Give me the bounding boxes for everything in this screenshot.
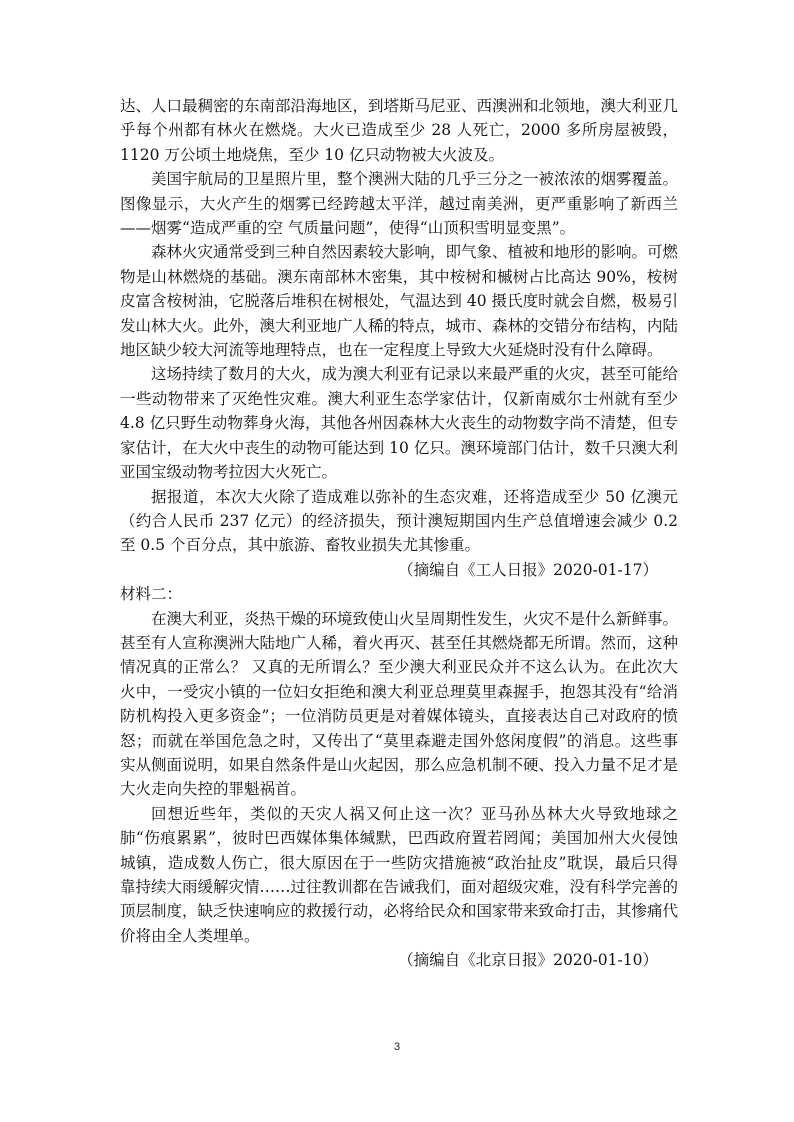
- material1-source: （摘编自《工人日报》2020-01-17）: [398, 560, 658, 579]
- material1-paragraph-causes: 森林火灾通常受到三种自然因素较大影响，即气象、植被和地形的影响。可燃物是山林燃烧的基础。澳东南部林木密集，其中桉树和槭树占比高达 90%，桉树皮富含桉树油，它脱落后堆积在树根处，气温达到 40 摄氏度时就会自燃，极易引发山林大火。此外，澳大利亚地广人稀的特点，城市、森林的交错分布结构，内陆地区缺少较大河流等地理特点，也在一定程度上导致大火延烧时没有什么障碍。: [120, 243, 679, 360]
- material1-paragraph-continued: 达、人口最稠密的东南部沿海地区，到塔斯马尼亚、西澳洲和北领地，澳大利亚几乎每个州都有林火在燃烧。大火已造成至少 28 人死亡，2000 多所房屋被毁，1120 万公顷土地烧焦，至少 10 亿只动物被大火波及。: [120, 97, 679, 164]
- material1-paragraph-animals: 这场持续了数月的大火，成为澳大利亚有记录以来最严重的火灾，甚至可能给一些动物带来了灭绝性灾难。澳大利亚生态学家估计，仅新南威尔士州就有至少 4.8 亿只野生动物葬身火海，其他各州因森林大火丧生的动物数字尚不清楚，但专家估计，在大火中丧生的动物可能达到 10 亿只。澳环境部门估计，数千只澳大利亚国宝级动物考拉因大火死亡。: [120, 365, 679, 482]
- article-body: [120, 94, 678, 973]
- material2-paragraph-1: 在澳大利亚，炎热干燥的环境致使山火呈周期性发生，火灾不是什么新鲜事。甚至有人宣称澳洲大陆地广人稀，着火再灭、甚至任其燃烧都无所谓。然而，这种情况真的正常么？ 又真的无所谓么？至少澳大利亚民众并不这么认为。在此次大火中，一受灾小镇的一位妇女拒绝和澳大利亚总理莫里森握手，抱怨其没有“给消防机构投入更多资金”；一位消防员更是对着媒体镜头，直接表达自己对政府的愤怒；而就在举国危急之时，又传出了“莫里森避走国外悠闲度假”的消息。这些事实从侧面说明，如果自然条件是山火起因，那么应急机制不硬、投入力量不足才是大火走向失控的罪魁祸首。: [120, 609, 679, 799]
- material1-paragraph-satellite: 美国宇航局的卫星照片里，整个澳洲大陆的几乎三分之一被浓浓的烟雾覆盖。图像显示，大火产生的烟雾已经跨越太平洋，越过南美洲，更严重影响了新西兰——烟雾“造成严重的空 气质量问题”，使得“山顶积雪明显变黑”。: [120, 170, 679, 238]
- page-number: 3: [393, 1041, 401, 1053]
- material2-paragraph-2: 回想近些年，类似的天灾人祸又何止这一次？亚马孙丛林大火导致地球之肺“伤痕累累”，彼时巴西媒体集体缄默，巴西政府置若罔闻；美国加州大火侵蚀城镇，造成数人伤亡，很大原因在于一些防灾措施被“政治扯皮”耽误，最后只得靠持续大雨缓解灾情……过往教训都在告诫我们，面对超级灾难，没有科学完善的顶层制度，缺乏快速响应的救援行动，必将给民众和国家带来致命打击，其惨痛代价将由全人类埋单。: [120, 804, 679, 945]
- material2-heading: 材料二：: [120, 585, 183, 604]
- material2-source: （摘编自《北京日报》2020-01-10）: [398, 951, 658, 970]
- material1-paragraph-economy: 据报道，本次大火除了造成难以弥补的生态灾难，还将造成至少 50 亿澳元（约合人民币 237 亿元）的经济损失，预计澳短期国内生产总值增速会减少 0.2 至 0.5 个百分点，其中旅游、畜牧业损失尤其惨重。: [120, 487, 678, 555]
